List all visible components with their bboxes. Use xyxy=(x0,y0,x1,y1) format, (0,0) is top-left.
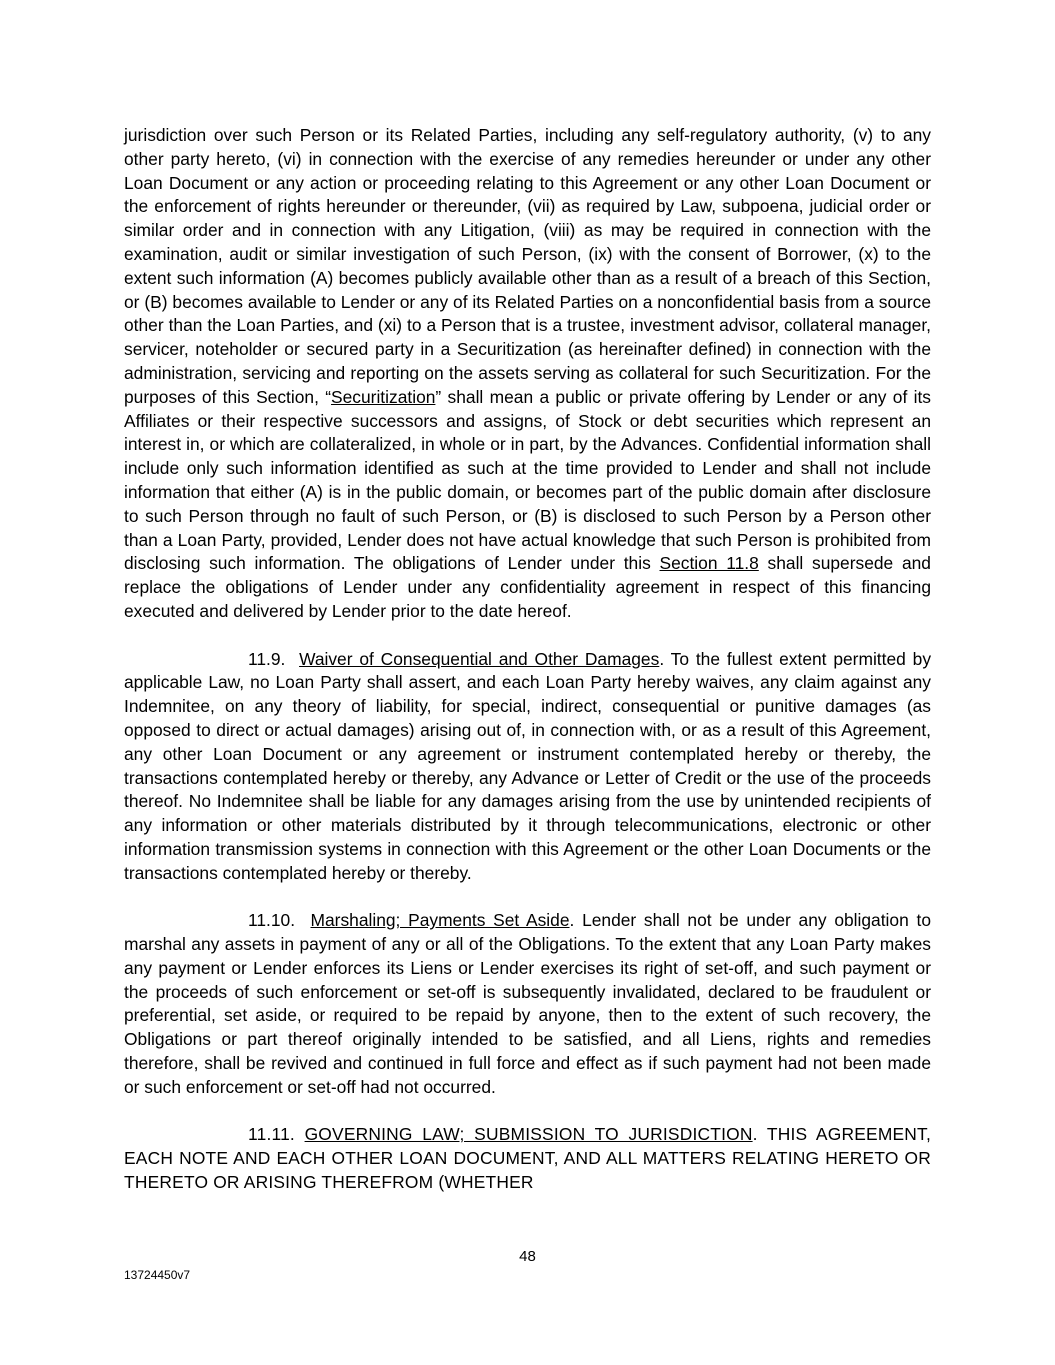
section-number: 11.9. xyxy=(248,648,286,669)
defined-term-securitization: Securitization xyxy=(331,386,436,407)
section-heading: Waiver of Consequential and Other Damages xyxy=(299,648,660,669)
section-11-10 xyxy=(124,909,931,1099)
section-text: . Lender shall not be under any obligation to marshal any assets in payment of any or all of the Obligations. To the extent that any Loan Party makes any payment or Lender enforces its Liens or Lender exercises its right of set-off, and such payment or the proceeds of such enforcement or set-off is subsequently invalidated, declared to be fraudulent or preferential, set aside, or required to be repaid by anyone, then to the extent of such recovery, the Obligations or part thereof originally intended to be satisfied, and all Liens, rights and remedies therefore, shall be revived and continued in full force and effect as if such payment had not been made or such enforcement or set-off had not occurred. xyxy=(124,910,931,1097)
document-id: 13724450v7 xyxy=(124,1268,191,1282)
section-number: 11.11. xyxy=(248,1124,295,1145)
section-heading: GOVERNING LAW; SUBMISSION TO JURISDICTION xyxy=(304,1124,753,1145)
paragraph-text: jurisdiction over such Person or its Related Parties, including any self-regulatory authority, (v) to any other party hereto, (vi) in connection with the exercise of any remedies hereunder or under any other Loan Document or any action or proceeding relating to this Agreement or any other Loan Document or the enforcement of rights hereunder or thereunder, (vii) as required by Law, subpoena, judicial order or similar order and in connection with any Litigation, (viii) as may be required in connection with the examination, audit or similar investigation of such Person, (ix) with the consent of Borrower, (x) to the extent such information (A) becomes publicly available other than as a result of a breach of this Section, or (B) becomes available to Lender or any of its Related Parties on a nonconfidential basis from a source other than the Loan Parties, and (xi) to a Person that is a trustee, investment advisor, collateral manager, servicer, noteholder or secured party in a Securitization (as hereinafter defined) in connection with the administration, servicing and reporting on the assets serving as collateral for such Securitization. For the purposes of this Section, “ xyxy=(124,125,931,407)
section-reference: Section 11.8 xyxy=(659,553,759,574)
page-number: 48 xyxy=(519,1248,536,1265)
section-text: . To the fullest extent permitted by applicable Law, no Loan Party shall assert, and each Loan Party hereby waives, any claim against any Indemnitee, on any theory of liability, for special, indirect, consequential or punitive damages (as opposed to direct or actual damages) arising out of, in connection with, or as a result of this Agreement, any other Loan Document or any agreement or instrument contemplated hereby or thereby, the transactions contemplated hereby or thereby, any Advance or Letter of Credit or the use of the proceeds thereof. No Indemnitee shall be liable for any damages arising from the use by unintended recipients of any information or other materials distributed by it through telecommunications, electronic or other information transmission systems in connection with this Agreement or the other Loan Documents or the transactions contemplated hereby or thereby. xyxy=(124,648,932,883)
section-text: . THIS AGREEMENT, EACH NOTE AND EACH OTHER LOAN DOCUMENT, AND ALL MATTERS RELATING HERETO OR THERETO OR ARISING THEREFROM (WHETHER xyxy=(124,1124,931,1193)
document-body xyxy=(124,124,931,1195)
section-heading: Marshaling; Payments Set Aside xyxy=(310,910,570,931)
paragraph-text: shall supersede and replace the obligations of Lender under any confidentiality agreement in respect of this financing executed and delivered by Lender prior to the date hereof. xyxy=(124,553,931,621)
section-11-11 xyxy=(124,1123,931,1194)
paragraph-text: ” shall mean a public or private offering by Lender or any of its Affiliates or their respective successors and assigns, of Stock or debt securities which represent an interest in, or which are collateralized, in whole or in part, by the Advances. Confidential information shall include only such information identified as such at the time provided to Lender and shall not include information that either (A) is in the public domain, or becomes part of the public domain after disclosure to such Person through no fault of such Person, or (B) is disclosed to such Person by a Person other than a Loan Party, provided, Lender does not have actual knowledge that such Person is prohibited from disclosing such information. The obligations of Lender under this xyxy=(124,386,932,574)
section-number: 11.10. xyxy=(248,910,296,931)
section-11-9 xyxy=(124,648,931,886)
confidentiality-paragraph xyxy=(124,124,931,624)
